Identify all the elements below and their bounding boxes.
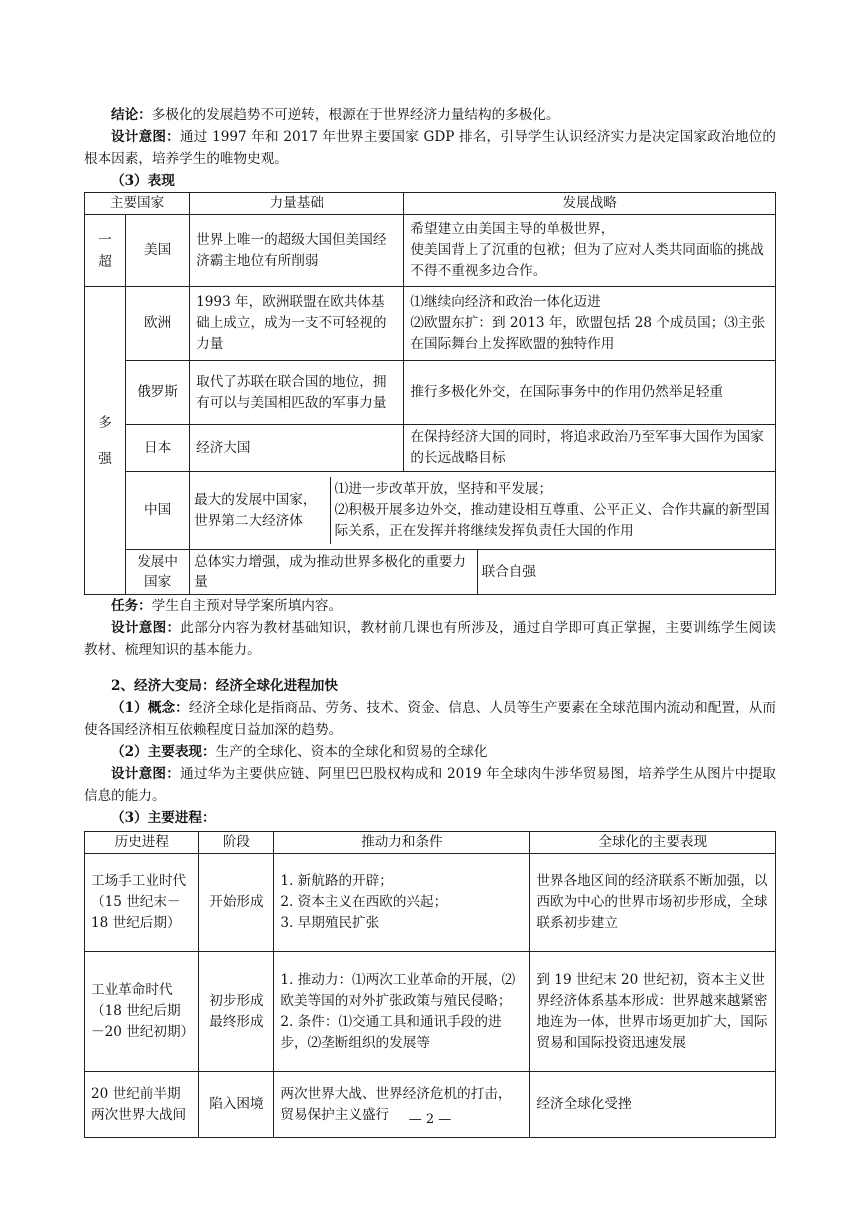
base-developing: 总体实力增强，成为推动世界多极化的重要力量 [190, 550, 477, 594]
process-heading: （3）主要进程： [111, 810, 216, 826]
section-2-heading: 2、经济大变局：经济全球化进程加快 [111, 678, 338, 694]
globalization-table [84, 831, 776, 1138]
country-developing: 发展中国家 [126, 550, 190, 595]
strategy-developing: 联合自强 [481, 564, 536, 580]
task-text: 学生自主预对导学案所填内容。 [151, 598, 343, 614]
document-page [84, 104, 776, 1138]
period-manufacturing: 工场手工业时代（15 世纪末－18 世纪后期） [85, 854, 199, 952]
conclusion-label: 结论： [111, 107, 152, 123]
strategy-china: ⑴进一步改革开放，坚持和平发展； ⑵积极开展多边外交，推动建设相互尊重、公平正义、合作共赢的新型国际关系，正在发挥并将继续发挥负责任大国的作用 [334, 481, 770, 539]
design-intent-text: 通过 1997 年和 2017 年世界主要国家 GDP 排名，引导学生认识经济实力是决定国家政治地位的根本因素，培养学生的唯物史观。 [84, 129, 777, 167]
header-country: 主要国家 [85, 193, 190, 215]
header-base: 力量基础 [190, 193, 404, 215]
performance-interwar: 经济全球化受挫 [530, 1072, 776, 1138]
country-china: 中国 [126, 472, 190, 550]
period-industrial: 工业革命时代（18 世纪后期－20 世纪初期） [85, 952, 199, 1072]
task-label: 任务： [111, 598, 152, 614]
base-europe: 1993 年，欧洲联盟在欧共体基础上成立，成为一支不可轻视的力量 [190, 287, 404, 361]
header-strategy: 发展战略 [404, 193, 776, 215]
drivers-interwar: 两次世界大战、世界经济危机的打击，贸易保护主义盛行 [274, 1072, 530, 1138]
period-interwar: 20 世纪前半期两次世界大战间 [85, 1072, 199, 1138]
header-period: 历史进程 [85, 832, 199, 854]
base-usa: 世界上唯一的超级大国但美国经济霸主地位有所削弱 [190, 215, 404, 287]
section-3-heading: （3）表现 [111, 173, 175, 189]
concept-paragraph [84, 697, 776, 741]
task-paragraph [84, 595, 776, 617]
drivers-manufacturing: 1. 新航路的开辟； 2. 资本主义在西欧的兴起； 3. 早期殖民扩张 [274, 854, 530, 952]
country-usa: 美国 [126, 215, 190, 287]
stage-interwar: 陷入困境 [199, 1072, 274, 1138]
base-japan: 经济大国 [190, 425, 404, 472]
group-multipolar: 多强 [85, 287, 126, 595]
conclusion-paragraph [84, 104, 776, 126]
strategy-europe: ⑴继续向经济和政治一体化迈进 ⑵欧盟东扩：到 2013 年，欧盟包括 28 个成员国；⑶主张在国际舞台上发挥欧盟的独特作用 [404, 287, 776, 361]
conclusion-text: 多极化的发展趋势不可逆转，根源在于世界经济力量结构的多极化。 [151, 107, 560, 123]
header-stage: 阶段 [199, 832, 274, 854]
performance-industrial: 到 19 世纪末 20 世纪初，资本主义世界经济体系基本形成：世界越来越紧密地连为一体，世界市场更加扩大，国际贸易和国际投资迅速发展 [530, 952, 776, 1072]
concept-text: 经济全球化是指商品、劳务、技术、资金、信息、人员等生产要素在全球范围内流动和配置，从而使各国经济相互依赖程度日益加深的趋势。 [84, 700, 776, 738]
powers-table [84, 192, 776, 595]
stage-manufacturing: 开始形成 [199, 854, 274, 952]
main-performance-paragraph [84, 741, 776, 763]
design-intent-label: 设计意图： [111, 129, 180, 145]
strategy-japan: 在保持经济大国的同时，将追求政治乃至军事大国作为国家的长远战略目标 [404, 425, 776, 472]
page-number: — 2 — [408, 1112, 452, 1127]
strategy-usa: 希望建立由美国主导的单极世界， 使美国背上了沉重的包袱；但为了应对人类共同面临的挑战不得不重视多边合作。 [404, 215, 776, 287]
base-russia: 取代了苏联在联合国的地位，拥有可以与美国相匹敌的军事力量 [190, 361, 404, 425]
design-intent-paragraph [84, 126, 776, 170]
design-intent-paragraph-3 [84, 763, 776, 807]
main-performance-label: （2）主要表现： [111, 744, 216, 760]
drivers-industrial: 1. 推动力：⑴两次工业革命的开展，⑵欧美等国的对外扩张政策与殖民侵略； 2. 条件：⑴交通工具和通讯手段的进步，⑵垄断组织的发展等 [274, 952, 530, 1072]
stage-industrial: 初步形成最终形成 [199, 952, 274, 1072]
main-performance-text: 生产的全球化、资本的全球化和贸易的全球化 [215, 744, 488, 760]
performance-manufacturing: 世界各地区间的经济联系不断加强，以西欧为中心的世界市场初步形成，全球联系初步建立 [530, 854, 776, 952]
design-intent-text-2: 此部分内容为教材基础知识，教材前几课也有所涉及，通过自学即可真正掌握，主要训练学生阅读教材、梳理知识的基本能力。 [84, 620, 777, 658]
strategy-russia: 推行多极化外交，在国际事务中的作用仍然举足轻重 [404, 361, 776, 425]
header-performance: 全球化的主要表现 [530, 832, 776, 854]
header-drivers: 推动力和条件 [274, 832, 530, 854]
design-intent-text-3: 通过华为主要供应链、阿里巴巴股权构成和 2019 年全球肉牛涉华贸易图，培养学生从图片中提取信息的能力。 [84, 766, 777, 804]
design-intent-paragraph-2 [84, 617, 776, 661]
design-intent-label-2: 设计意图： [111, 620, 181, 636]
country-japan: 日本 [126, 425, 190, 472]
group-superpower: 一超 [85, 215, 126, 287]
country-europe: 欧洲 [126, 287, 190, 361]
country-russia: 俄罗斯 [126, 361, 190, 425]
design-intent-label-3: 设计意图： [111, 766, 181, 782]
concept-label: （1）概念： [111, 700, 189, 716]
base-china: 最大的发展中国家，世界第二大经济体 [190, 477, 330, 544]
